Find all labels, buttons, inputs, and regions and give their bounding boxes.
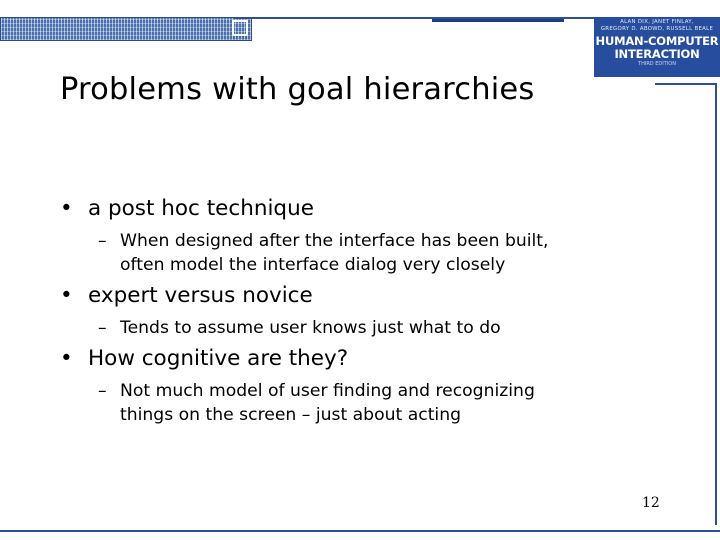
bullet-icon: •: [60, 283, 73, 308]
bullet-item: [60, 346, 349, 371]
bullet-icon: •: [60, 196, 73, 221]
bullet-text: How cognitive are they?: [88, 346, 349, 371]
bullet-text: expert versus novice: [88, 283, 313, 308]
top-accent-bar: [432, 19, 564, 22]
cover-authors-line1: ALAN DIX, JANET FINLAY,: [620, 19, 694, 25]
sub-item: [98, 229, 549, 277]
cover-title-line2: INTERACTION: [614, 47, 700, 61]
bullet-item: [60, 283, 313, 308]
right-rule-top: [655, 83, 717, 85]
sub-item-line: Not much model of user finding and recognizing: [120, 381, 535, 401]
page-number: 12: [642, 495, 660, 511]
dash-icon: –: [98, 231, 107, 251]
dash-icon: –: [98, 381, 107, 401]
binary-pattern-banner: [0, 17, 252, 41]
sub-item: [98, 316, 501, 340]
sub-item-line: When designed after the interface has been built,: [120, 231, 549, 251]
sub-item-line: often model the interface dialog very closely: [120, 255, 506, 275]
book-cover-logo: [594, 17, 720, 77]
cover-authors-line2: GREGORY D. ABOWD, RUSSELL BEALE: [600, 26, 714, 32]
sub-item-line: things on the screen – just about acting: [120, 405, 462, 425]
dash-icon: –: [98, 318, 107, 338]
bullet-item: [60, 196, 314, 221]
sub-item-line: Tends to assume user knows just what to do: [120, 318, 501, 338]
right-rule: [715, 85, 717, 525]
banner-square-icon: [232, 20, 248, 36]
cover-title-line1: HUMAN-COMPUTER: [595, 34, 719, 48]
sub-item: [98, 379, 535, 427]
slide-title: Problems with goal hierarchies: [60, 72, 535, 107]
bullet-text: a post hoc technique: [88, 196, 314, 221]
bottom-rule: [0, 530, 720, 532]
cover-edition: THIRD EDITION: [638, 61, 676, 67]
bullet-icon: •: [60, 346, 73, 371]
